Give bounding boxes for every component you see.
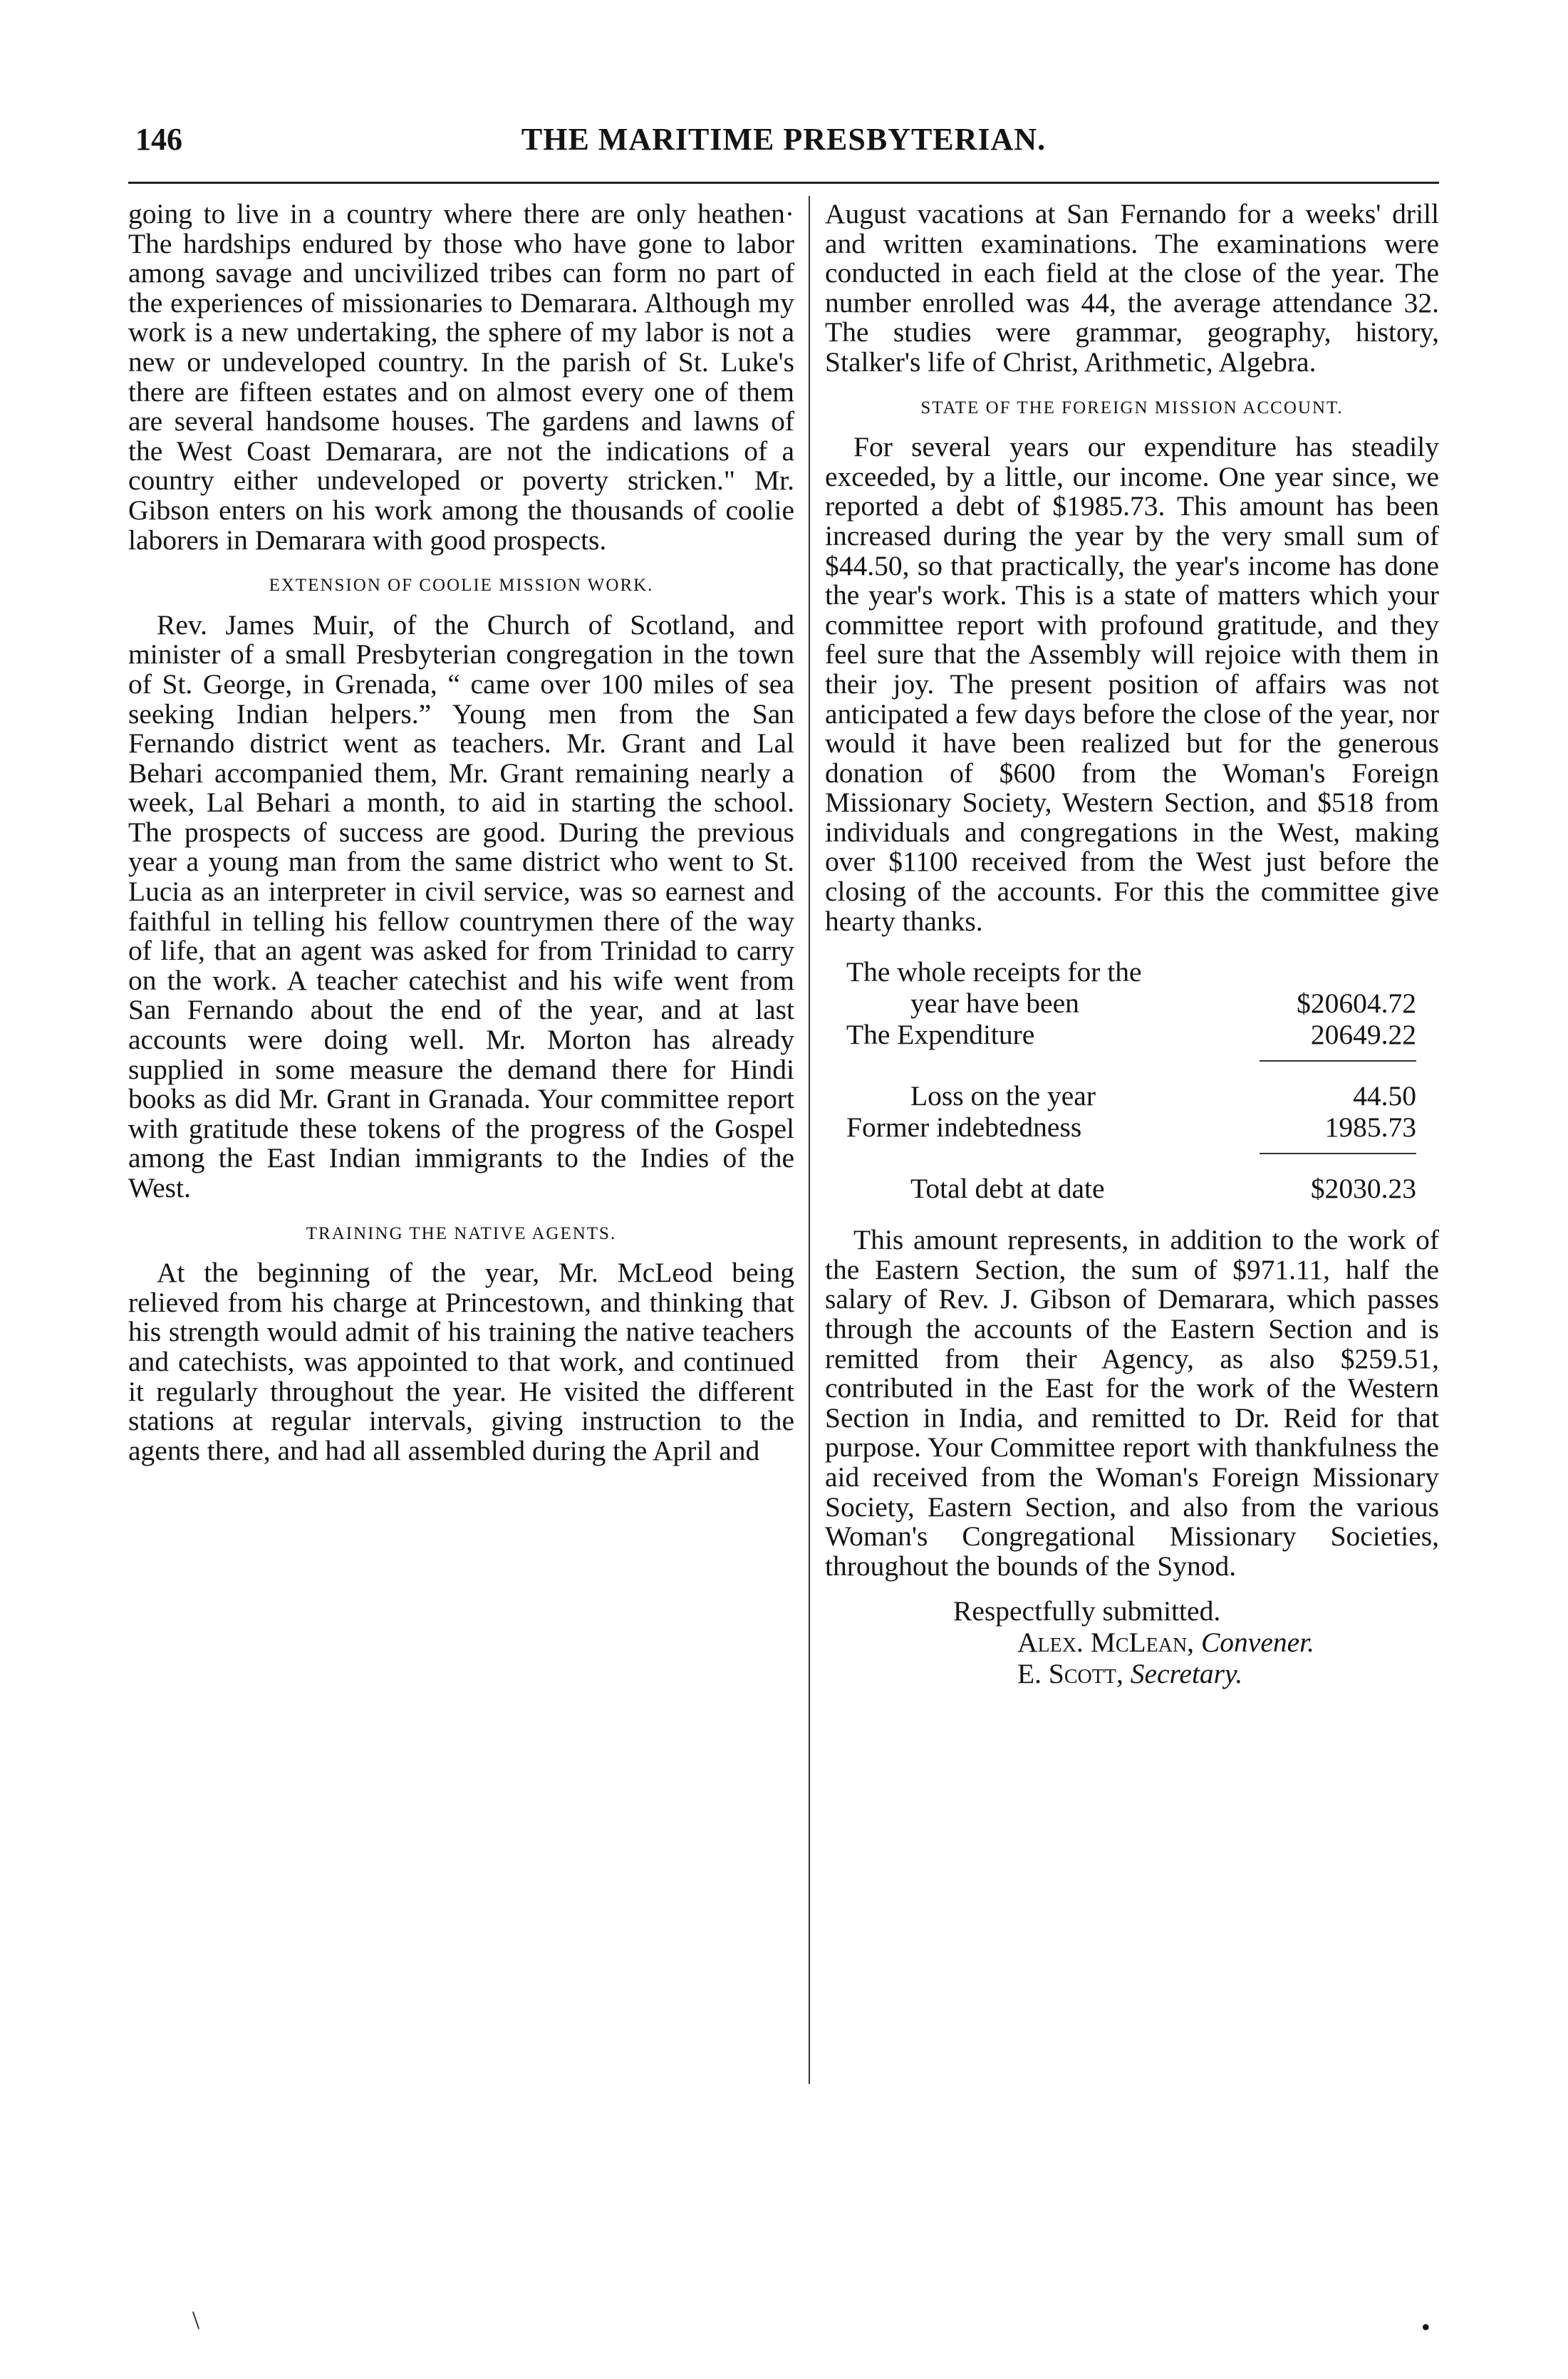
accounts-label: Loss on the year xyxy=(910,1080,1096,1112)
accounts-rule xyxy=(846,1050,1416,1061)
section-heading-native-agents: TRAINING THE NATIVE AGENTS. xyxy=(306,1223,617,1243)
signer-role: Convener. xyxy=(1200,1627,1314,1659)
accounts-label: year have been xyxy=(910,988,1079,1020)
accounts-row xyxy=(846,988,1416,1019)
print-mark: \ xyxy=(192,2306,200,2334)
page-header xyxy=(128,121,1439,171)
signer-name: E. Scott, xyxy=(1017,1658,1123,1690)
signer-role: Secretary. xyxy=(1130,1658,1243,1690)
right-paragraph-3: This amount represents, in addition to the work of the Eastern Section, the sum of $971.11, half the salary of Rev. J. Gibson of Demarara, which passes through the accounts of the Eastern Section and is remitted from their Agency, as also $259.51, contributed in the East for the work of the Western Section in India, and remitted to Dr. Reid for that purpose. Your Committee report with thankfulness the aid received from the Woman's Foreign Missionary Society, Eastern Section, and also from the various Woman's Congregational Missionary Societies, throughout the bounds of the Synod. xyxy=(825,1224,1439,1582)
accounts-amount: $2030.23 xyxy=(1310,1173,1416,1205)
signature-convener xyxy=(825,1627,1439,1658)
column-divider xyxy=(809,196,810,2084)
accounts-label: The whole receipts for the xyxy=(846,956,1142,988)
accounts-table xyxy=(846,956,1416,1204)
accounts-row xyxy=(846,956,1416,988)
right-column xyxy=(825,199,1439,1689)
accounts-amount: 20649.22 xyxy=(1310,1019,1416,1051)
section-heading-coolie-mission: EXTENSION OF COOLIE MISSION WORK. xyxy=(269,576,654,596)
closing-line: Respectfully submitted. xyxy=(953,1595,1221,1627)
accounts-amount: 1985.73 xyxy=(1324,1111,1416,1144)
accounts-row xyxy=(846,1080,1416,1111)
accounts-amount: 44.50 xyxy=(1353,1080,1416,1112)
left-column xyxy=(128,199,794,1466)
signer-name: Alex. McLean, xyxy=(1017,1627,1195,1659)
left-paragraph-1: going to live in a country where there are only heathen· The hardships endured by those who have gone to labor among savage and uncivilized tribes can form no part of the experiences of missionaries to Demarara. Although my work is a new undertaking, the sphere of my labor is not a new or undeveloped country. In the parish of St. Luke's there are fifteen estates and on almost every one of them are several handsome houses. The gardens and lawns of the West Coast Demarara, are not the indications of a country either undeveloped or poverty stricken." Mr. Gibson enters on his work among the thousands of coolie laborers in Demarara with good prospects. xyxy=(128,198,794,556)
accounts-row xyxy=(846,1173,1416,1204)
accounts-rule xyxy=(846,1143,1416,1154)
right-paragraph-1: August vacations at San Fernando for a weeks' drill and written examinations. The examinations were conducted in each field at the close of the year. The number enrolled was 44, the average attendance 32. The studies were grammar, geography, history, Stalker's life of Christ, Arithmetic, Algebra. xyxy=(825,198,1439,378)
header-rule xyxy=(128,182,1439,184)
accounts-label: Former indebtedness xyxy=(846,1111,1082,1144)
accounts-label: The Expenditure xyxy=(846,1019,1035,1051)
left-paragraph-2: Rev. James Muir, of the Church of Scotland, and minister of a small Presbyterian congregation in the town of St. George, in Grenada, “ came over 100 miles of sea seeking Indian helpers.” Young men from the San Fernando district went as teachers. Mr. Grant and Lal Behari accompanied them, Mr. Grant remaining nearly a week, Lal Behari a month, to aid in starting the school. The prospects of success are good. During the previous year a young man from the same district who went to St. Lucia as an interpreter in civil service, was so earnest and faithful in telling his fellow countrymen there of the way of life, that an agent was asked for from Trinidad to carry on the work. A teacher catechist and his wife went from San Fernando about the end of the year, and at last accounts were doing well. Mr. Morton has already supplied in some measure the demand there for Hindi books as did Mr. Grant in Granada. Your committee report with gratitude these tokens of the progress of the Gospel among the East Indian immigrants to the Indies of the West. xyxy=(128,608,794,1203)
accounts-amount: $20604.72 xyxy=(1297,988,1416,1020)
signature-secretary xyxy=(825,1658,1439,1689)
section-heading-mission-account: STATE OF THE FOREIGN MISSION ACCOUNT. xyxy=(920,398,1344,418)
left-paragraph-3: At the beginning of the year, Mr. McLeod being relieved from his charge at Princestown, and thinking that his strength would admit of his training the native teachers and catechists, was appointed to that work, and continued it regularly throughout the year. He visited the different stations at regular intervals, giving instruction to the agents there, and had all assembled during the April and xyxy=(128,1257,794,1466)
accounts-label: Total debt at date xyxy=(910,1173,1105,1205)
accounts-row xyxy=(846,1019,1416,1050)
page-number: 146 xyxy=(135,122,182,157)
print-mark: • xyxy=(1421,2313,1431,2341)
right-paragraph-2: For several years our expenditure has steadily exceeded, by a little, our income. One year since, we reported a debt of $1985.73. This amount has been increased during the year by the very small sum of $44.50, so that practically, the year's income has done the year's work. This is a state of matters which your committee report with profound gratitude, and they feel sure that the Assembly will rejoice with them in their joy. The present position of affairs was not anticipated a few days before the close of the year, nor would it have been realized but for the generous donation of $600 from the Woman's Foreign Missionary Society, Western Section, and $518 from individuals and congregations in the West, making over $1100 received from the West just before the closing of the accounts. For this the committee give hearty thanks. xyxy=(825,431,1439,937)
journal-title: THE MARITIME PRESBYTERIAN. xyxy=(521,122,1047,157)
accounts-row xyxy=(846,1111,1416,1143)
